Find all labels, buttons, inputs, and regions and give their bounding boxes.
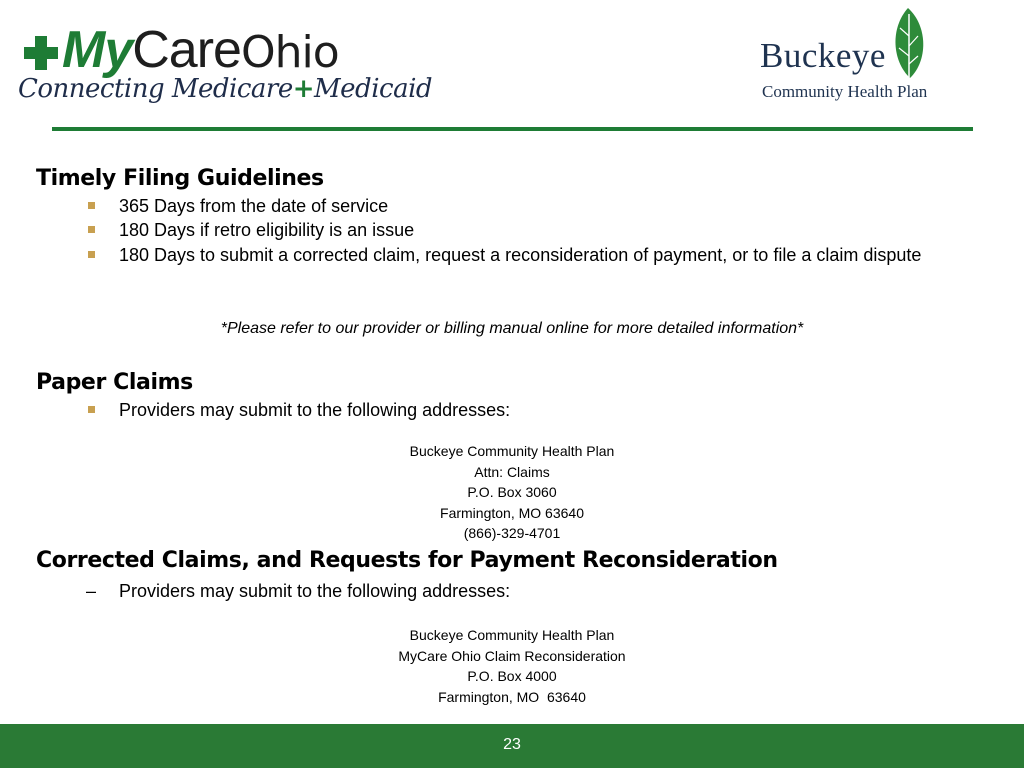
list-item: 180 Days if retro eligibility is an issue [86, 218, 956, 242]
buckeye-logo [760, 6, 975, 102]
square-bullet-icon [88, 226, 95, 233]
list-item: Providers may submit to the following addresses: [86, 398, 956, 422]
timely-filing-title: Timely Filing Guidelines [36, 166, 324, 191]
manual-note: *Please refer to our provider or billing manual online for more detailed information* [220, 320, 804, 337]
green-cross-icon [18, 30, 64, 76]
logo-tagline: Connecting Medicare+Medicaid [18, 74, 433, 104]
corrected-claims-title: Corrected Claims, and Requests for Payment Reconsideration [36, 548, 778, 573]
corrected-claims-address: Buckeye Community Health Plan MyCare Ohio Claim Reconsideration P.O. Box 4000 Farmington, MO 63640 [398, 627, 626, 705]
list-item: 180 Days to submit a corrected claim, request a reconsideration of payment, or to file a claim dispute [86, 243, 956, 267]
list-item: – Providers may submit to the following addresses: [86, 581, 511, 601]
header-divider [52, 127, 973, 131]
square-bullet-icon [88, 202, 95, 209]
brand-wordmark: MyCareOhio [62, 21, 339, 79]
footer-bar [0, 724, 1024, 768]
list-item: 365 Days from the date of service [86, 194, 956, 218]
leaf-icon [888, 6, 928, 92]
buckeye-name: Buckeye [760, 36, 886, 75]
square-bullet-icon [88, 406, 95, 413]
mycare-ohio-logo [18, 22, 438, 107]
paper-claims-title: Paper Claims [36, 370, 193, 395]
square-bullet-icon [88, 251, 95, 258]
paper-claims-address: Buckeye Community Health Plan Attn: Claims P.O. Box 3060 Farmington, MO 63640 (866)-329-4701 [409, 443, 615, 541]
dash-bullet: – [86, 581, 97, 601]
buckeye-subtitle: Community Health Plan [762, 82, 928, 101]
page-number: 23 [503, 736, 521, 753]
